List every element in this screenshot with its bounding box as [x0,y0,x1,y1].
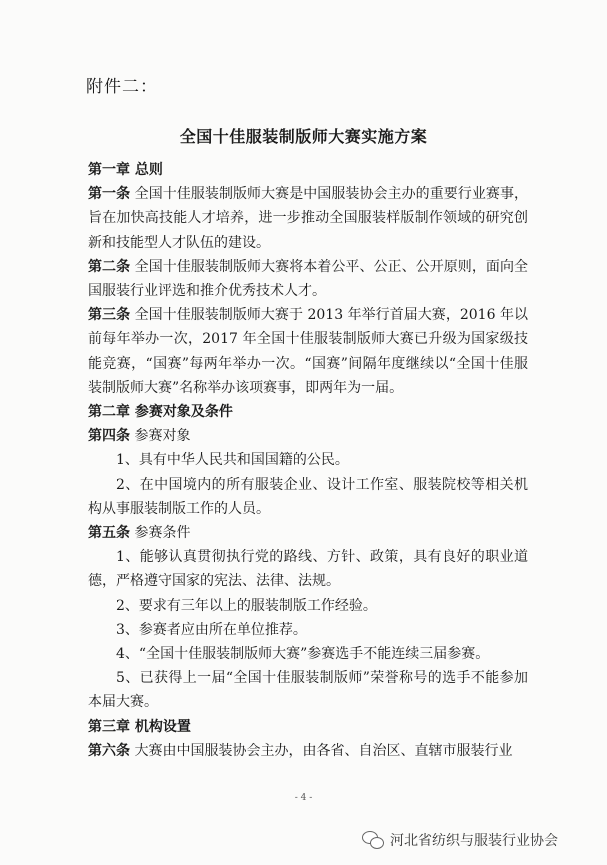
article-2 [88,255,528,303]
page-number: - 4 - [294,793,313,803]
document-title: 全国十佳服装制版师大赛实施方案 [179,127,428,146]
article-4-item-1: 1、具有中华人民共和国国籍的公民。 [116,452,349,469]
article-4-label: 第四条 [88,428,130,445]
article-5-item-1: 1、能够认真贯彻执行党的路线、方针、政策，具有良好的职业道德，严格遵守国家的宪法、法律、法规。 [88,549,528,590]
article-5-text: 参赛条件 [130,525,191,542]
article-4-text: 参赛对象 [130,428,191,445]
article-1-text: 全国十佳服装制版师大赛是中国服装协会主办的重要行业赛事，旨在加快高技能人才培养，进一步推动全国服装样版制作领域的研究创新和技能型人才队伍的建设。 [88,186,529,251]
article-6-text: 大赛由中国服装协会主办，由各省、自治区、直辖市服装行业 [130,742,513,759]
article-6-label: 第六条 [88,742,130,759]
article-5 [88,521,528,545]
document-body [88,158,528,763]
chapter-1-heading: 第一章 总则 [88,162,163,178]
watermark-text: 河北省纺织与服装行业协会 [390,833,558,849]
article-4 [88,424,528,448]
chapter-2-heading: 第二章 参赛对象及条件 [88,404,233,421]
article-5-item-4: 4、“全国十佳服装制版师大赛”参赛选手不能连续三届参赛。 [116,646,490,663]
watermark [362,828,558,852]
chapter-3-heading: 第三章 机构设置 [88,718,191,735]
article-2-label: 第二条 [88,258,131,275]
article-5-item-3: 3、参赛者应由所在单位推荐。 [116,621,307,638]
annex-label: 附件二： [86,77,158,97]
article-2-text: 全国十佳服装制版师大赛将本着公平、公正、公开原则，面向全国服装行业评选和推介优秀技术人才。 [88,258,529,300]
article-1-label: 第一条 [88,186,131,203]
article-1 [88,182,528,255]
article-3-text: 全国十佳服装制版师大赛于 2013 年举行首届大赛，2016 年以前每年举办一次，2017 年全国十佳服装制版师大赛已升级为国家级技能竞赛，“国赛”每两年举办一次。“国赛”间隔年度继续以“全国十佳服装制版师大赛”名称举办该项赛事，即两年为一届。 [88,307,529,396]
wechat-icon [362,831,384,849]
article-4-item-2: 2、在中国境内的所有服装企业、设计工作室、服装院校等相关机构从事服装制版工作的人员。 [88,476,528,517]
article-5-item-2: 2、要求有三年以上的服装制版工作经验。 [116,597,377,614]
article-3 [88,303,528,400]
article-5-label: 第五条 [88,525,130,542]
article-5-item-5: 5、已获得上一届“全国十佳服装制版师”荣誉称号的选手不能参加本届大赛。 [88,670,528,711]
article-6 [88,739,528,763]
article-3-label: 第三条 [88,307,131,324]
